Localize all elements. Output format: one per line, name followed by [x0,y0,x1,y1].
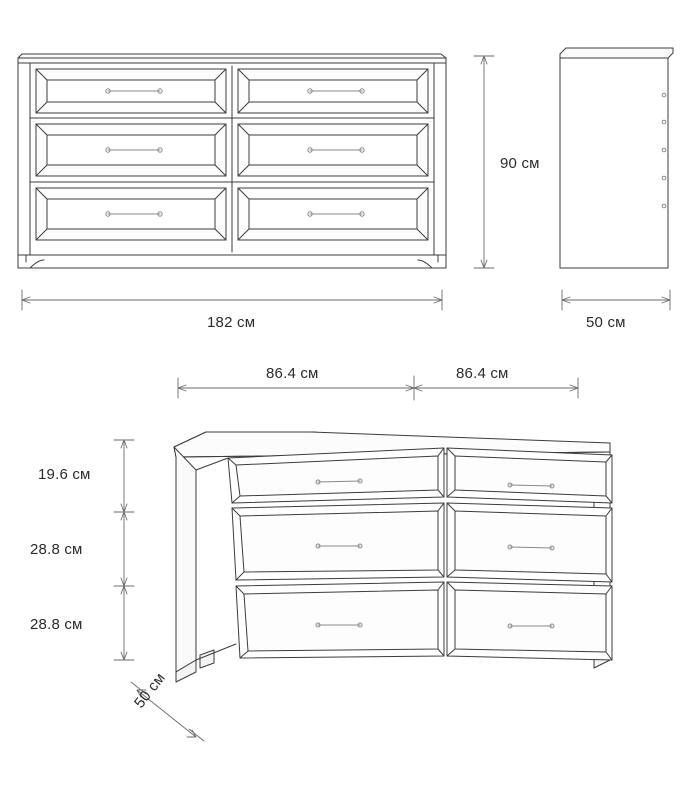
dim-label-section-left: 86.4 см [266,365,319,382]
dim-label-section-right: 86.4 см [456,365,509,382]
dim-label-row-2: 28.8 см [30,541,83,558]
dim-label-row-1: 19.6 см [38,466,91,483]
perspective-view [174,432,660,682]
dim-label-depth-50-perspective: 50 см [131,669,169,712]
dim-label-height-90: 90 см [500,155,540,172]
side-view-outline [560,48,673,268]
dim-label-depth-50-side: 50 см [586,314,626,331]
dim-label-width-182: 182 см [207,314,256,331]
dim-label-row-3: 28.8 см [30,616,83,633]
